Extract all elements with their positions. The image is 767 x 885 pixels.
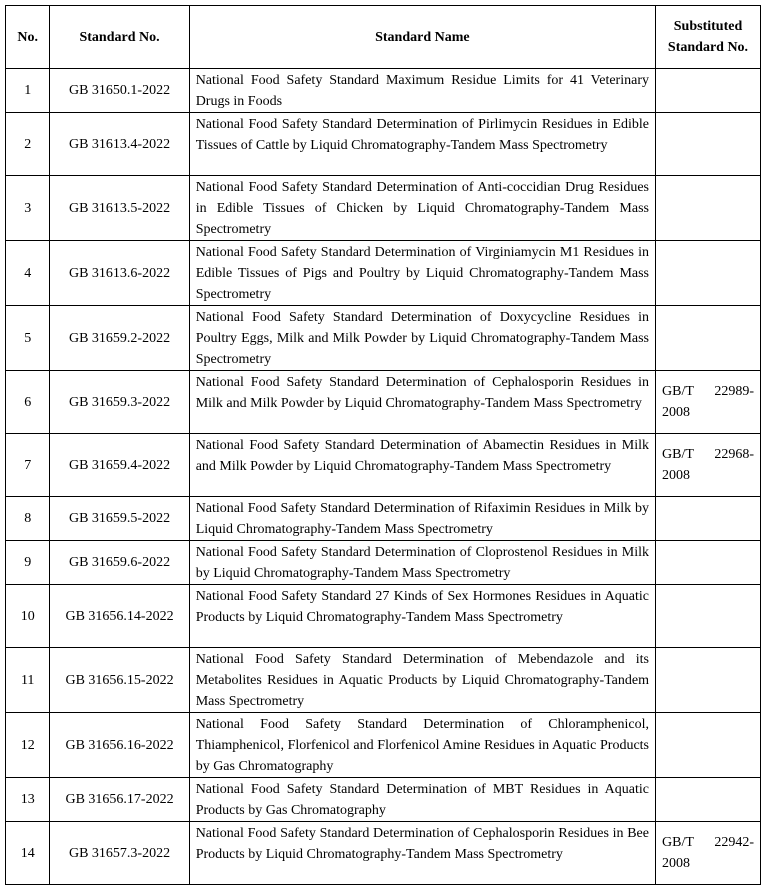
table-row <box>6 585 761 648</box>
row-standard-no: GB 31659.4-2022 <box>50 434 189 497</box>
row-standard-name: National Food Safety Standard Determination of Cephalosporin Residues in Bee Products by Liquid Chromatography-Tandem Mass Spectrometry <box>189 822 655 885</box>
table-row <box>6 778 761 822</box>
row-standard-no: GB 31613.6-2022 <box>50 241 189 306</box>
table-row <box>6 648 761 713</box>
row-substituted <box>656 176 761 241</box>
row-standard-name: National Food Safety Standard Determination of Anti-coccidian Drug Residues in Edible Tissues of Chicken by Liquid Chromatography-Tandem Mass Spectrometry <box>189 176 655 241</box>
row-no: 9 <box>6 541 50 585</box>
row-standard-name: National Food Safety Standard Determination of Chloramphenicol, Thiamphenicol, Florfenicol and Florfenicol Amine Residues in Aquatic Products by Gas Chromatography <box>189 713 655 778</box>
table-row <box>6 176 761 241</box>
row-no: 10 <box>6 585 50 648</box>
row-standard-name: National Food Safety Standard Determination of Abamectin Residues in Milk and Milk Powder by Liquid Chromatography-Tandem Mass Spectrometry <box>189 434 655 497</box>
row-standard-no: GB 31659.3-2022 <box>50 371 189 434</box>
row-no: 3 <box>6 176 50 241</box>
row-standard-name: National Food Safety Standard Determination of Rifaximin Residues in Milk by Liquid Chromatography-Tandem Mass Spectrometry <box>189 497 655 541</box>
table-body <box>6 69 761 885</box>
row-substituted: GB/T 22989-2008 <box>656 371 761 434</box>
standards-table <box>5 5 761 885</box>
table-header <box>6 6 761 69</box>
header-standard-name: Standard Name <box>189 6 655 69</box>
row-standard-name: National Food Safety Standard Determination of Cloprostenol Residues in Milk by Liquid Chromatography-Tandem Mass Spectrometry <box>189 541 655 585</box>
header-standard-no: Standard No. <box>50 6 189 69</box>
row-substituted <box>656 69 761 113</box>
row-substituted: GB/T 22968-2008 <box>656 434 761 497</box>
row-standard-name: National Food Safety Standard Determination of Cephalosporin Residues in Milk and Milk Powder by Liquid Chromatography-Tandem Mass Spectrometry <box>189 371 655 434</box>
row-no: 2 <box>6 113 50 176</box>
row-standard-no: GB 31659.2-2022 <box>50 306 189 371</box>
row-standard-no: GB 31613.5-2022 <box>50 176 189 241</box>
row-standard-no: GB 31659.6-2022 <box>50 541 189 585</box>
table-row <box>6 306 761 371</box>
row-no: 11 <box>6 648 50 713</box>
row-standard-name: National Food Safety Standard Determination of MBT Residues in Aquatic Products by Gas Chromatography <box>189 778 655 822</box>
table-row <box>6 434 761 497</box>
row-substituted <box>656 241 761 306</box>
header-substituted: Substituted Standard No. <box>656 6 761 69</box>
row-no: 8 <box>6 497 50 541</box>
row-standard-no: GB 31656.16-2022 <box>50 713 189 778</box>
row-substituted <box>656 713 761 778</box>
row-substituted <box>656 497 761 541</box>
row-substituted <box>656 541 761 585</box>
row-standard-name: National Food Safety Standard Determination of Virginiamycin M1 Residues in Edible Tissues of Pigs and Poultry by Liquid Chromatography-Tandem Mass Spectrometry <box>189 241 655 306</box>
row-no: 14 <box>6 822 50 885</box>
row-standard-no: GB 31656.15-2022 <box>50 648 189 713</box>
row-no: 1 <box>6 69 50 113</box>
row-no: 13 <box>6 778 50 822</box>
table-row <box>6 822 761 885</box>
header-row <box>6 6 761 69</box>
row-standard-no: GB 31613.4-2022 <box>50 113 189 176</box>
row-standard-no: GB 31659.5-2022 <box>50 497 189 541</box>
row-standard-no: GB 31657.3-2022 <box>50 822 189 885</box>
row-standard-name: National Food Safety Standard Determination of Pirlimycin Residues in Edible Tissues of Cattle by Liquid Chromatography-Tandem Mass Spectrometry <box>189 113 655 176</box>
table-row <box>6 113 761 176</box>
row-standard-no: GB 31656.17-2022 <box>50 778 189 822</box>
row-substituted <box>656 585 761 648</box>
table-row <box>6 497 761 541</box>
table-row <box>6 713 761 778</box>
table-row <box>6 371 761 434</box>
table-row <box>6 241 761 306</box>
row-substituted <box>656 778 761 822</box>
row-substituted <box>656 306 761 371</box>
row-no: 7 <box>6 434 50 497</box>
row-no: 5 <box>6 306 50 371</box>
table-row <box>6 541 761 585</box>
row-no: 4 <box>6 241 50 306</box>
row-no: 12 <box>6 713 50 778</box>
row-standard-no: GB 31656.14-2022 <box>50 585 189 648</box>
table-row <box>6 69 761 113</box>
row-substituted: GB/T 22942-2008 <box>656 822 761 885</box>
header-no: No. <box>6 6 50 69</box>
row-standard-name: National Food Safety Standard 27 Kinds of Sex Hormones Residues in Aquatic Products by Liquid Chromatography-Tandem Mass Spectrometry <box>189 585 655 648</box>
row-standard-name: National Food Safety Standard Determination of Doxycycline Residues in Poultry Eggs, Milk and Milk Powder by Liquid Chromatography-Tandem Mass Spectrometry <box>189 306 655 371</box>
row-no: 6 <box>6 371 50 434</box>
row-substituted <box>656 648 761 713</box>
row-standard-name: National Food Safety Standard Determination of Mebendazole and its Metabolites Residues in Aquatic Products by Liquid Chromatography-Tandem Mass Spectrometry <box>189 648 655 713</box>
row-standard-no: GB 31650.1-2022 <box>50 69 189 113</box>
row-substituted <box>656 113 761 176</box>
row-standard-name: National Food Safety Standard Maximum Residue Limits for 41 Veterinary Drugs in Foods <box>189 69 655 113</box>
